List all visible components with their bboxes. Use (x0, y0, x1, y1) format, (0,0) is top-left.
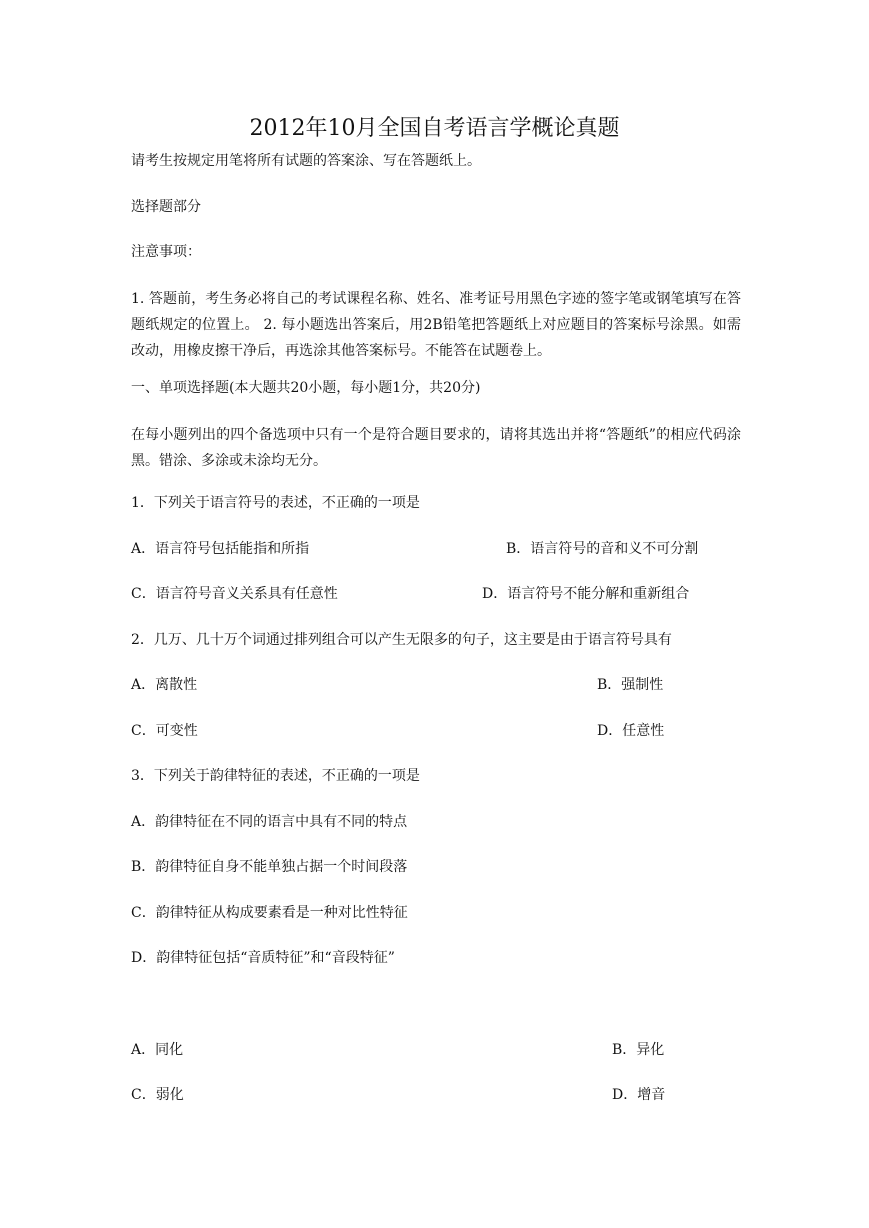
notes-heading: 注意事项： (131, 244, 201, 260)
instruction-text: 请考生按规定用笔将所有试题的答案涂、写在答题纸上。 (131, 153, 481, 169)
question-1-option-a: A．语言符号包括能指和所指 (131, 541, 310, 557)
question-2-option-b: B．强制性 (597, 677, 664, 693)
section-heading: 选择题部分 (131, 199, 201, 215)
question-4-option-d: D．增音 (612, 1087, 666, 1103)
question-2-option-c: C．可变性 (131, 723, 198, 739)
question-2-stem: 2．几万、几十万个词通过排列组合可以产生无限多的句子，这主要是由于语言符号具有 (131, 632, 672, 648)
question-3-option-d: D．韵律特征包括“音质特征”和“音段特征” (131, 950, 395, 966)
question-3-stem: 3．下列关于韵律特征的表述，不正确的一项是 (131, 768, 420, 784)
question-1-stem: 1．下列关于语言符号的表述，不正确的一项是 (131, 495, 420, 511)
question-4-option-c: C．弱化 (131, 1087, 184, 1103)
question-2-option-d: D．任意性 (597, 723, 665, 739)
question-1-option-d: D．语言符号不能分解和重新组合 (482, 586, 690, 602)
notes-paragraph: 1. 答题前，考生务必将自己的考试课程名称、姓名、准考证号用黑色字迹的签字笔或钢笔填写在答题纸规定的位置上。 2. 每小题选出答案后，用2B铅笔把答题纸上对应题目的答案标号涂黑。如需改动，用橡皮擦干净后，再选涂其他答案标号。不能答在试题卷上。 (131, 291, 741, 359)
page-title: 2012年10月全国自考语言学概论真题 (249, 116, 620, 141)
part1-instruction: 在每小题列出的四个备选项中只有一个是符合题目要求的，请将其选出并将“答题纸”的相应代码涂黑。错涂、多涂或未涂均无分。 (131, 427, 741, 469)
question-3-option-b: B．韵律特征自身不能单独占据一个时间段落 (131, 859, 408, 875)
question-3-option-a: A．韵律特征在不同的语言中具有不同的特点 (131, 814, 408, 830)
question-3-option-c: C．韵律特征从构成要素看是一种对比性特征 (131, 905, 408, 921)
question-2-option-a: A．离散性 (131, 677, 198, 693)
question-1-option-c: C．语言符号音义关系具有任意性 (131, 586, 338, 602)
question-1-option-b: B．语言符号的音和义不可分割 (506, 541, 699, 557)
question-4-option-a: A．同化 (131, 1042, 184, 1058)
question-4-option-b: B．异化 (612, 1042, 665, 1058)
part1-heading: 一、单项选择题(本大题共20小题，每小题1分，共20分) (131, 380, 481, 396)
